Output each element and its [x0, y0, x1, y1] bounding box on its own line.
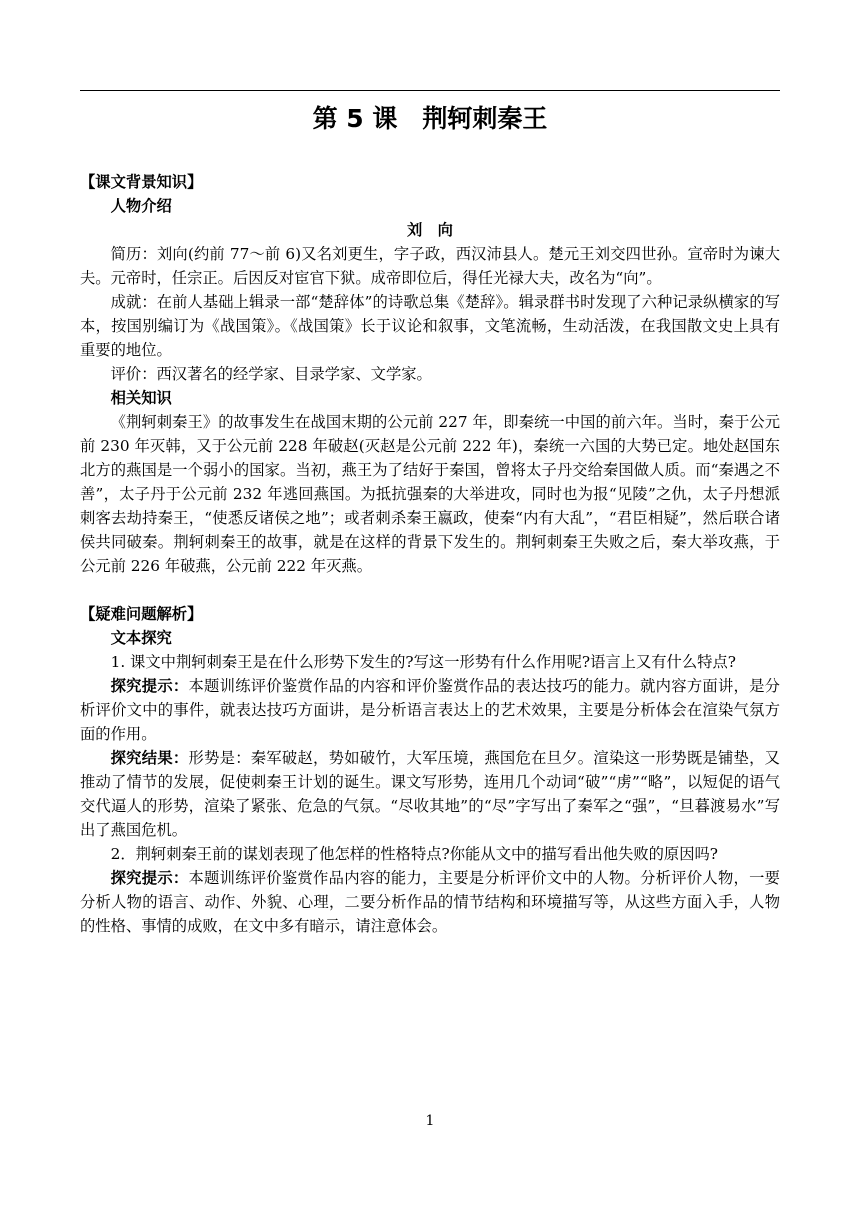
question-2-hint	[80, 866, 780, 938]
header-rule	[80, 90, 780, 91]
hint-text: 本题训练评价鉴赏作品的内容和评价鉴赏作品的表达技巧的能力。就内容方面讲，是分析评价文中的事件，就表达技巧方面讲，是分析语言表达上的艺术效果，主要是分析体会在渲染气氛方面的作用。	[80, 677, 780, 743]
hint-label: 探究提示：	[110, 677, 189, 695]
page-number: 1	[425, 1113, 435, 1129]
document-body	[80, 170, 780, 938]
question-2: 2．荆轲刺秦王前的谋划表现了他怎样的性格特点?你能从文中的描写看出他失败的原因吗?	[110, 845, 719, 863]
biography-paragraph: 简历：刘向(约前 77～前 6)又名刘更生，字子政，西汉沛县人。楚元王刘交四世孙。宣帝时为谏大夫。元帝时，任宗正。后因反对宦官下狱。成帝即位后，得任光禄大夫，改名为“向”。	[80, 245, 780, 287]
subheading-related: 相关知识	[110, 389, 172, 407]
result-label: 探究结果：	[110, 749, 189, 767]
hint-label: 探究提示：	[110, 869, 189, 887]
section-heading-background: 【课文背景知识】	[80, 173, 203, 191]
question-1-result	[80, 746, 780, 842]
section-heading-analysis: 【疑难问题解析】	[80, 605, 203, 623]
subheading-text-inquiry: 文本探究	[110, 629, 172, 647]
achievement-paragraph: 成就：在前人基础上辑录一部“楚辞体”的诗歌总集《楚辞》。辑录群书时发现了六种记录纵横家的写本，按国别编订为《战国策》。《战国策》长于议论和叙事，文笔流畅，生动活泼，在我国散文史上具有重要的地位。	[80, 293, 780, 359]
result-text: 形势是：秦军破赵，势如破竹，大军压境，燕国危在旦夕。渲染这一形势既是铺垫，又推动了情节的发展，促使刺秦王计划的诞生。课文写形势，连用几个动词“破”“虏”“略”，以短促的语气交代逼人的形势，渲染了紧张、危急的气氛。“尽收其地”的“尽”字写出了秦军之“强”，“旦暮渡易水”写出了燕国危机。	[80, 749, 780, 839]
subheading-person: 人物介绍	[110, 197, 172, 215]
hint-text: 本题训练评价鉴赏作品内容的能力，主要是分析评价文中的人物。分析评价人物，一要分析人物的语言、动作、外貌、心理，二要分析作品的情节结构和环境描写等，从这些方面入手，人物的性格、事情的成败，在文中多有暗示，请注意体会。	[80, 869, 780, 935]
evaluation-paragraph: 评价：西汉著名的经学家、目录学家、文学家。	[110, 365, 432, 383]
lesson-title: 第 5 课 荆轲刺秦王	[312, 104, 548, 133]
question-1-hint	[80, 674, 780, 746]
person-name: 刘 向	[407, 221, 453, 239]
question-1: 1. 课文中荆轲刺秦王是在什么形势下发生的?写这一形势有什么作用呢?语言上又有什么特点?	[110, 653, 736, 671]
related-paragraph: 《荆轲刺秦王》的故事发生在战国末期的公元前 227 年，即秦统一中国的前六年。当时，秦于公元前 230 年灭韩，又于公元前 228 年破赵(灭赵是公元前 222 年)，秦统一六国的大势已定。地处赵国东北方的燕国是一个弱小的国家。当初，燕王为了结好于秦国，曾将太子丹交给秦国做人质。而“秦遇之不善”，太子丹于公元前 232 年逃回燕国。为抵抗强秦的大举进攻，同时也为报“见陵”之仇，太子丹想派刺客去劫持秦王，“使悉反诸侯之地”；或者刺杀秦王嬴政，使秦“内有大乱”，“君臣相疑”，然后联合诸侯共同破秦。荆轲刺秦王的故事，就是在这样的背景下发生的。荆轲刺秦王失败之后，秦大举攻燕，于公元前 226 年破燕，公元前 222 年灭燕。	[80, 413, 780, 575]
section-gap	[80, 578, 780, 602]
